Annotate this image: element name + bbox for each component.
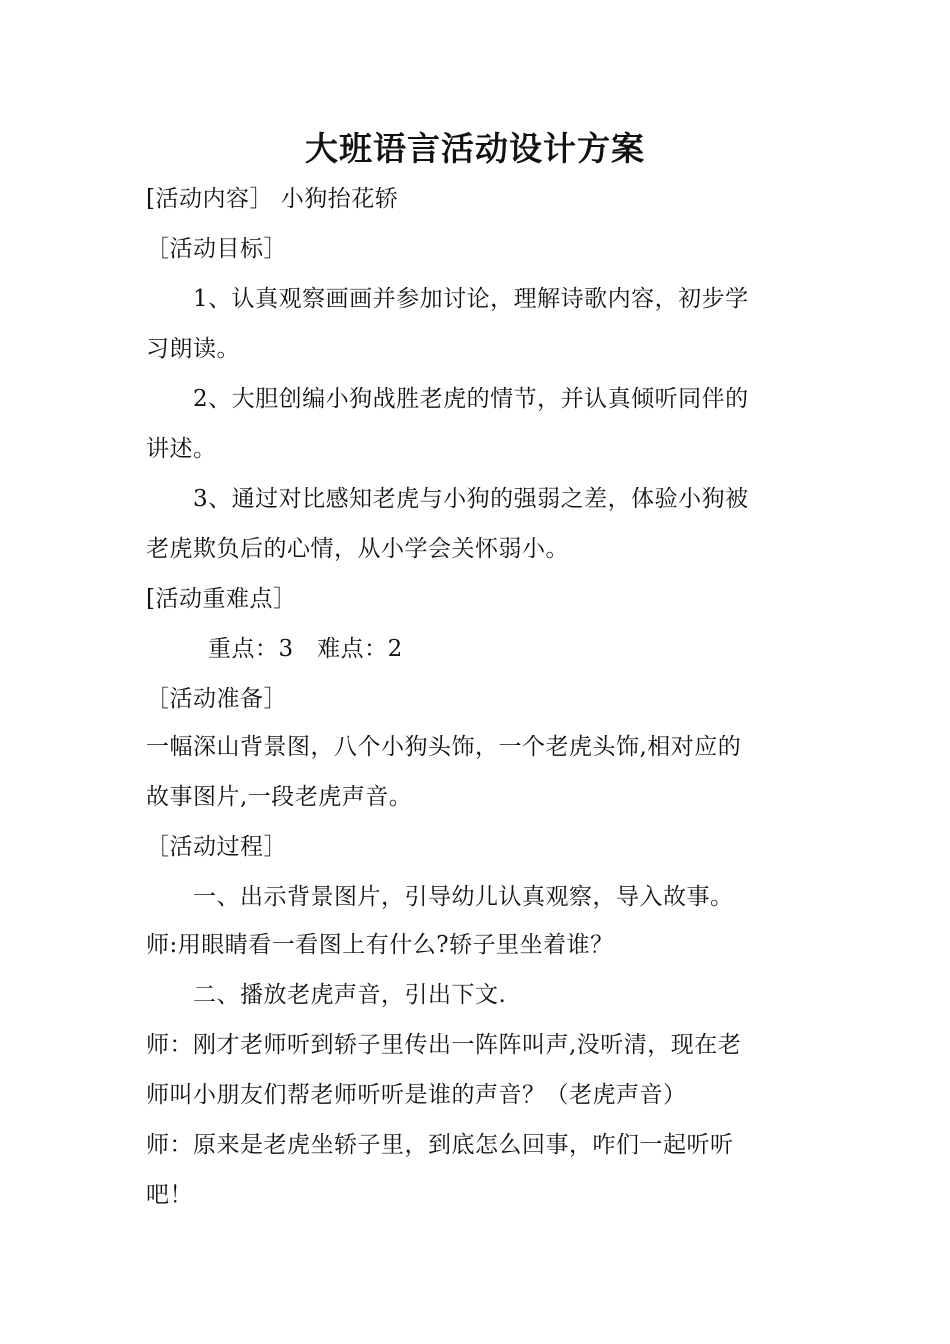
section-heading-key-points: [活动重难点］ — [146, 586, 297, 612]
section-heading-goals: ［活动目标］ — [146, 236, 287, 262]
section-heading-process: ［活动过程］ — [146, 834, 287, 860]
process-step-2: 二、播放老虎声音，引出下文. — [193, 982, 507, 1008]
key-points-line: 重点：3 难点：2 — [208, 636, 403, 662]
document-title: 大班语言活动设计方案 — [305, 129, 645, 168]
section-heading-preparation: ［活动准备］ — [146, 686, 287, 712]
teacher-line-2b: 师叫小朋友们帮老师听听是谁的声音？（老虎声音） — [146, 1082, 687, 1108]
teacher-line-3b: 吧！ — [146, 1182, 193, 1208]
teacher-line-3a: 师：原来是老虎坐轿子里，到底怎么回事，咋们一起听听 — [146, 1132, 734, 1158]
goal-1-line-1: 1、认真观察画画并参加讨论，理解诗歌内容，初步学 — [193, 286, 749, 312]
goal-2-line-1: 2、大胆创编小狗战胜老虎的情节，并认真倾听同伴的 — [193, 386, 749, 412]
goal-1-line-2: 习朗读。 — [146, 336, 240, 362]
teacher-line-2a: 师：刚才老师听到轿子里传出一阵阵叫声,没听清，现在老 — [146, 1032, 742, 1058]
teacher-line-1: 师:用眼睛看一看图上有什么?轿子里坐着谁？ — [146, 932, 614, 958]
goal-3-line-2: 老虎欺负后的心情，从小学会关怀弱小。 — [146, 536, 569, 562]
preparation-line-2: 故事图片,一段老虎声音。 — [146, 784, 413, 810]
goal-2-line-2: 讲述。 — [146, 436, 217, 462]
preparation-line-1: 一幅深山背景图，八个小狗头饰，一个老虎头饰,相对应的 — [146, 734, 742, 760]
activity-content-line: [活动内容］ 小狗抬花轿 — [146, 186, 399, 212]
goal-3-line-1: 3、通过对比感知老虎与小狗的强弱之差，体验小狗被 — [193, 486, 749, 512]
process-step-1: 一、出示背景图片，引导幼儿认真观察，导入故事。 — [193, 884, 734, 910]
